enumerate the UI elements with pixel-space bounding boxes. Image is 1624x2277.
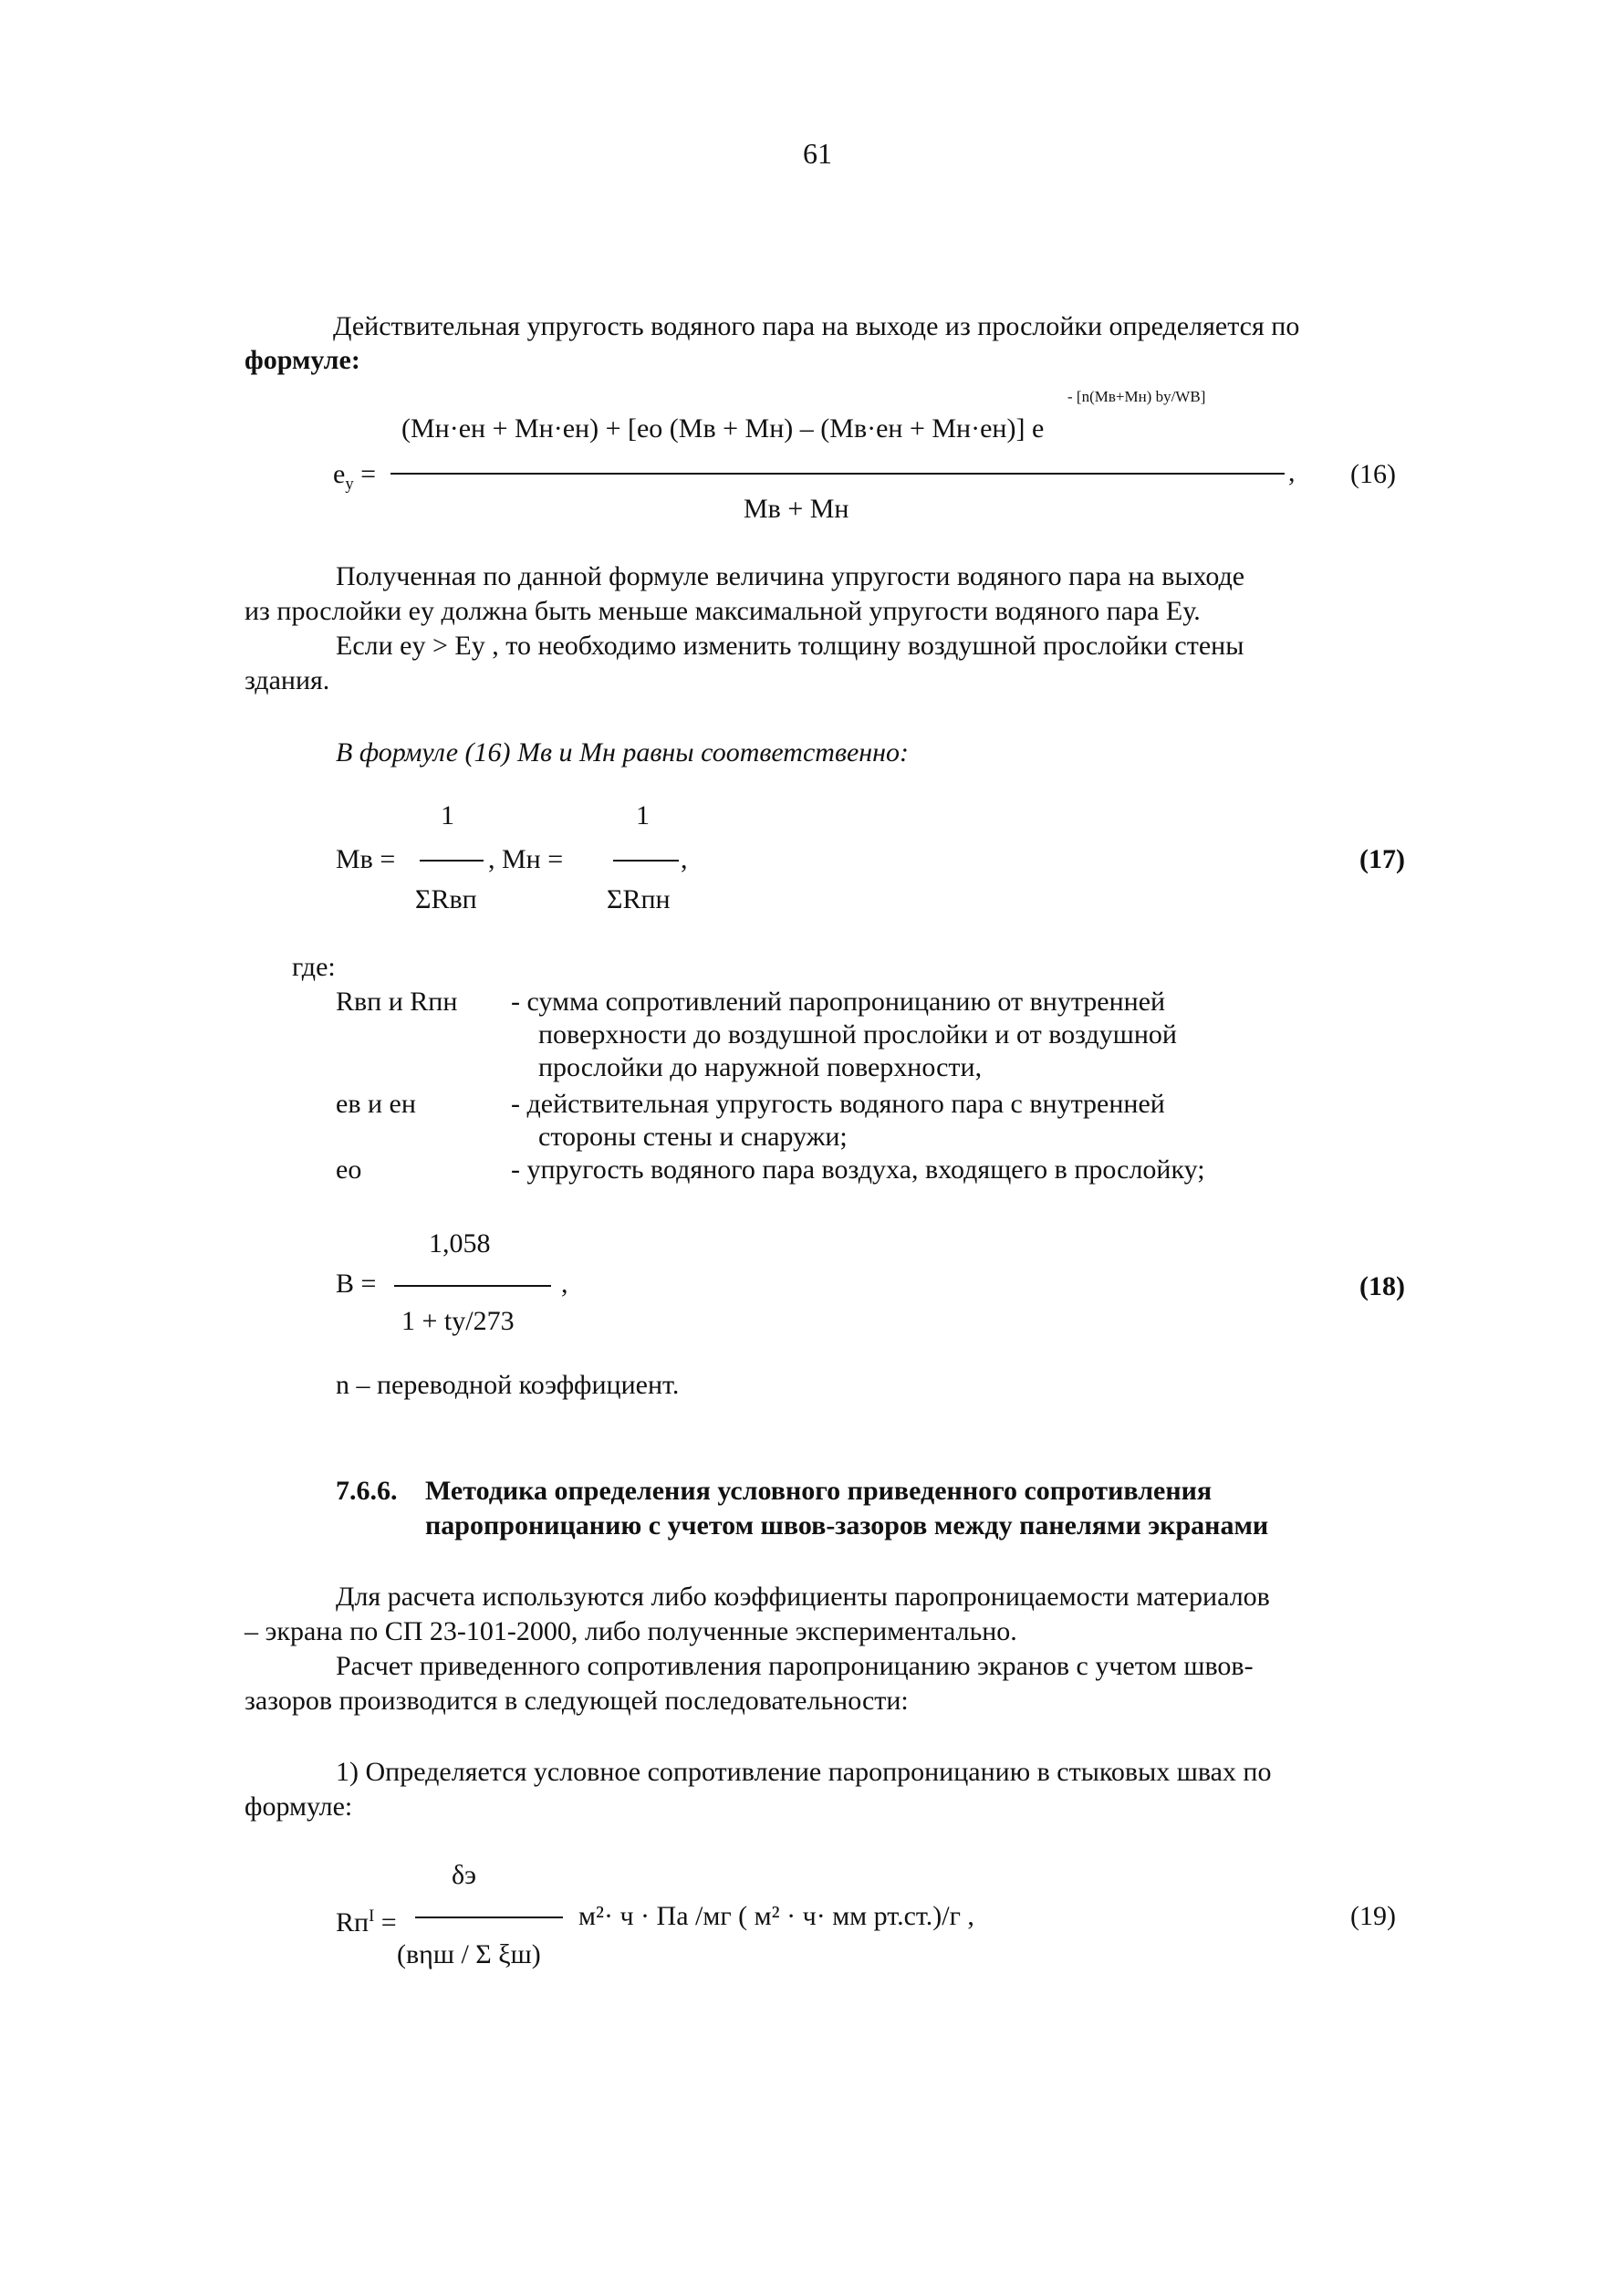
formula-17-tail: ,	[681, 844, 688, 874]
where-def-1-line-2: поверхности до воздушной прослойки и от воздушной	[538, 1019, 1177, 1050]
formula-17-den-2: ΣRпн	[607, 884, 671, 914]
step1-line-1: 1) Определяется условное сопротивление паропроницанию в стыковых швах по	[336, 1757, 1272, 1787]
where-term-1: Rвп и Rпн	[336, 987, 458, 1017]
where-def-1-line-1: - сумма сопротивлений паропроницанию от внутренней	[511, 987, 1166, 1017]
formula-17-num-1: 1	[441, 800, 454, 830]
para3-line-3: Расчет приведенного сопротивления паропроницанию экранов с учетом швов-	[336, 1651, 1254, 1681]
section-title-line-1: Методика определения условного приведенного сопротивления	[425, 1476, 1213, 1506]
formula-17-number: (17)	[1359, 844, 1405, 874]
para3-line-4: зазоров производится в следующей последовательности:	[245, 1686, 909, 1716]
where-label: где:	[292, 952, 336, 982]
step1-line-2: формуле:	[245, 1791, 353, 1822]
formula-17-den-1: ΣRвп	[415, 884, 477, 914]
para2: В формуле (16) Mв и Mн равны соответственно:	[336, 737, 910, 768]
formula-19-equals: =	[380, 1907, 397, 1938]
para1-line-4: здания.	[245, 665, 330, 695]
formula-19-denominator: (вηш / Σ ξш)	[397, 1939, 541, 1969]
section-title-line-2: паропроницанию с учетом швов-зазоров между панелями экранами	[425, 1510, 1269, 1541]
section-number: 7.6.6.	[336, 1476, 398, 1506]
para1-line-1: Полученная по данной формуле величина упругости водяного пара на выходе	[336, 561, 1245, 591]
formula-16-fraction-line	[390, 473, 1285, 475]
para1-line-3: Если eу > Eу , то необходимо изменить толщину воздушной прослойки стены	[336, 631, 1244, 661]
where-term-3: eo	[336, 1154, 362, 1185]
where-term-2: eв и eн	[336, 1089, 416, 1119]
formula-19-number: (19)	[1350, 1901, 1396, 1931]
formula-17-lhs-2: , Mн =	[488, 844, 564, 874]
formula-16-exponent: - [n(Mв+Mн) by/WB]	[1067, 388, 1206, 405]
intro-line-2: формуле:	[245, 345, 360, 375]
where-def-1-line-3: прослойки до наружной поверхности,	[538, 1052, 983, 1082]
formula-18-numerator: 1,058	[429, 1228, 491, 1259]
formula-17-num-2: 1	[636, 800, 650, 830]
formula-18-lhs: B =	[336, 1269, 377, 1299]
formula-18-number: (18)	[1359, 1271, 1405, 1301]
formula-18-fraction-line	[394, 1285, 551, 1287]
formula-19-fraction-line	[415, 1917, 563, 1918]
formula-16-tail: ,	[1288, 457, 1296, 487]
formula-16-lhs-symbol: e	[333, 459, 346, 489]
formula-16-lhs-subscript: y	[345, 475, 354, 494]
formula-19-units: м²· ч · Па /мг ( м² · ч· мм рт.ст.)/г ,	[578, 1901, 974, 1931]
formula-18-denominator: 1 + tу/273	[401, 1306, 515, 1336]
formula-19-numerator: δэ	[452, 1860, 477, 1890]
formula-16-denominator: Mв + Mн	[744, 494, 849, 524]
intro-line-1: Действительная упругость водяного пара на выходе из прослойки определяется по	[333, 311, 1300, 341]
formula-17-fraction-line-1	[420, 860, 484, 862]
formula-16-numerator: (Mн·eн + Mн·eн) + [eo (Mв + Mн) – (Mв·eн + Mн·eн)] e	[401, 413, 1045, 444]
formula-19-lhs-symbol: Rп	[336, 1907, 370, 1938]
formula-18-tail: ,	[561, 1269, 568, 1299]
formula-17-fraction-line-2	[613, 860, 679, 862]
formula-16-lhs: $e_y$ =	[333, 459, 377, 494]
n-definition: n – переводной коэффициент.	[336, 1370, 680, 1400]
para3-line-2: – экрана по СП 23-101-2000, либо полученные экспериментально.	[245, 1616, 1017, 1646]
where-def-2-line-1: - действительная упругость водяного пара с внутренней	[511, 1089, 1165, 1119]
para1-line-2: из прослойки eу должна быть меньше максимальной упругости водяного пара Eу.	[245, 596, 1201, 626]
para3-line-1: Для расчета используются либо коэффициенты паропроницаемости материалов	[336, 1582, 1270, 1612]
formula-16-number: (16)	[1350, 459, 1396, 489]
where-def-3-line-1: - упругость водяного пара воздуха, входящего в прослойку;	[511, 1154, 1205, 1185]
page-number: 61	[803, 137, 832, 170]
formula-19-lhs	[336, 1898, 397, 1941]
formula-17-lhs-1: Mв =	[336, 844, 396, 874]
where-def-2-line-2: стороны стены и снаружи;	[538, 1122, 848, 1152]
formula-19-lhs-superscript: I	[369, 1906, 375, 1926]
